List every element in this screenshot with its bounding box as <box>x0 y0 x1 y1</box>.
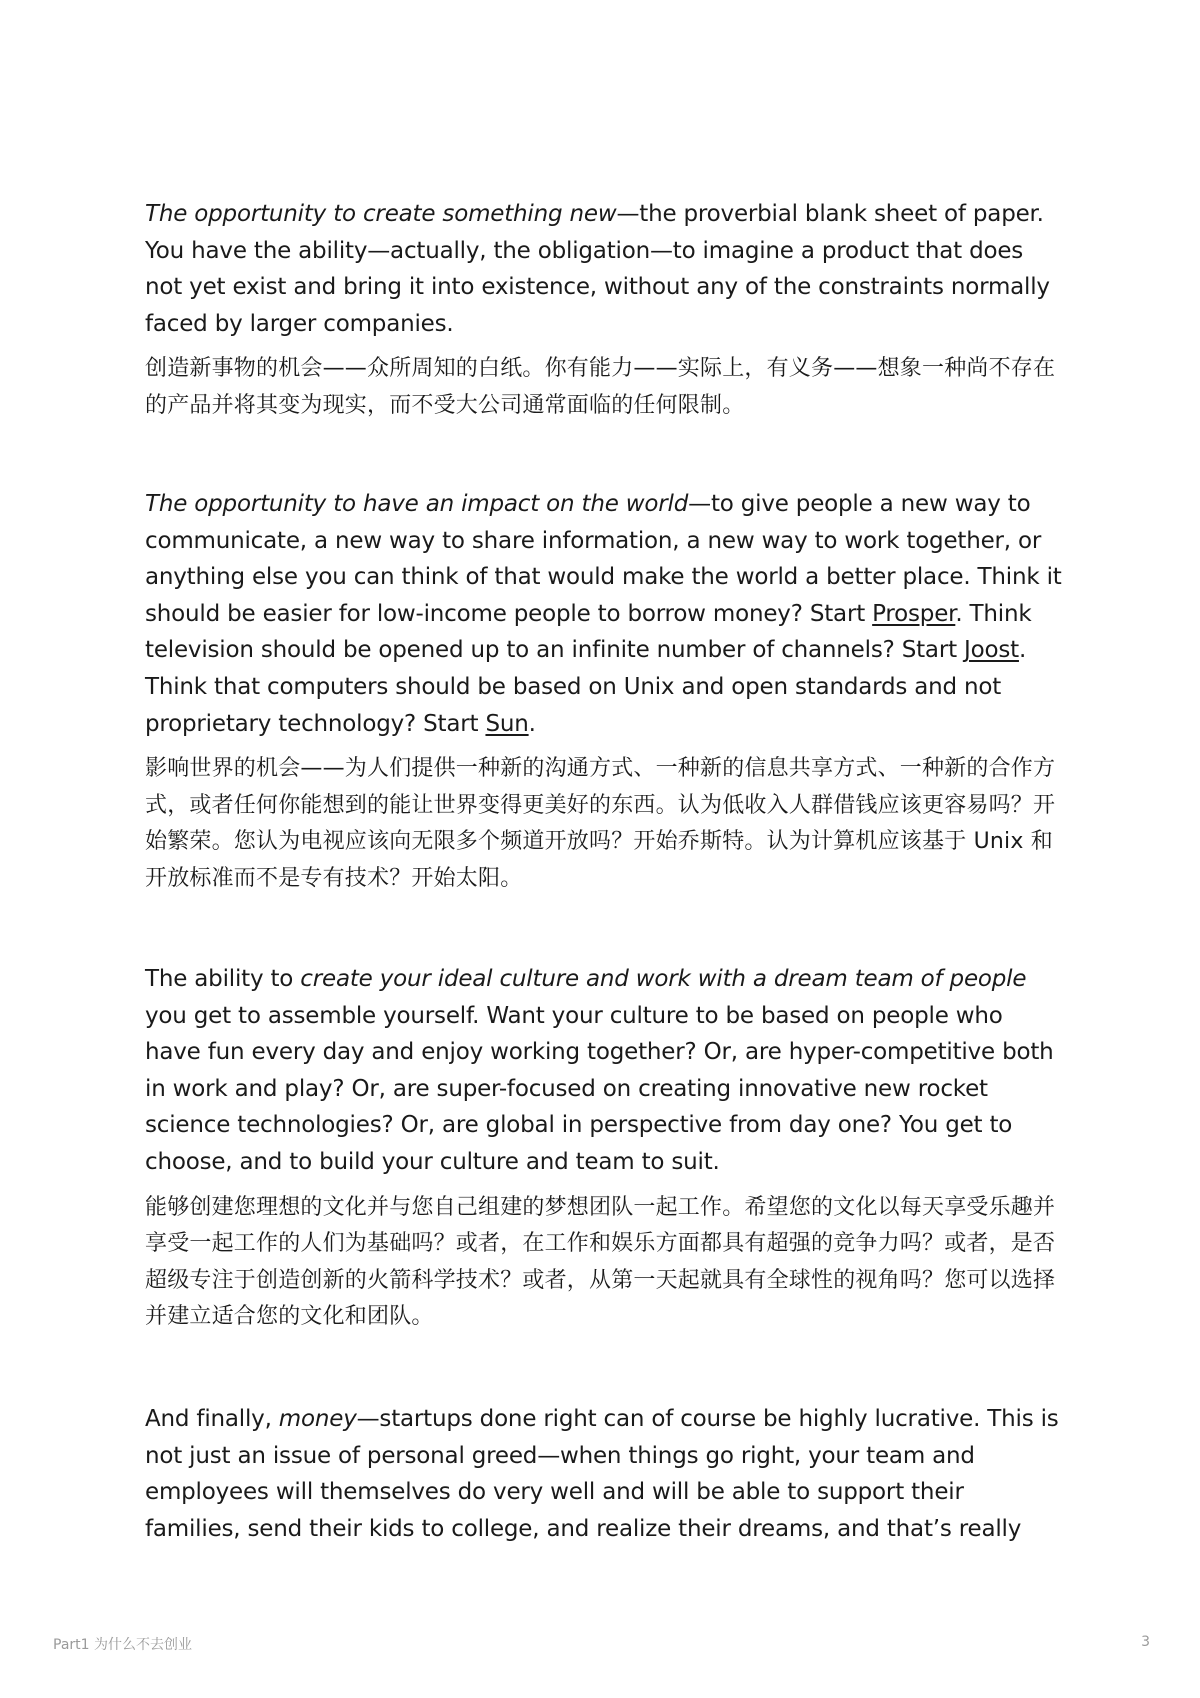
paragraph-zh: 影响世界的机会——为人们提供一种新的沟通方式、一种新的信息共享方式、一种新的合作方式，或者任何你能想到的能让世界变得更美好的东西。认为低收入人群借钱应该更容易吗？开始繁荣。您认为电视应该向无限多个频道开放吗？开始乔斯特。认为计算机应该基于 Unix 和开放标准而不是专有技术？开始太阳。 <box>145 756 1056 891</box>
text-run: —the proverbial blank sheet of paper. You have the ability—actually, the obligation—to imagine a product that does not yet exist and bring it into existence, without any of the constraints normally faced by larger companies. <box>145 201 1050 337</box>
text-run: And finally, <box>145 1406 279 1432</box>
paragraph-en <box>145 196 1065 342</box>
section-money <box>145 1401 1065 1547</box>
paragraph-zh: 能够创建您理想的文化并与您自己组建的梦想团队一起工作。希望您的文化以每天享受乐趣并享受一起工作的人们为基础吗？或者，在工作和娱乐方面都具有超强的竞争力吗？或者，是否超级专注于创造创新的火箭科学技术？或者，从第一天起就具有全球性的视角吗？您可以选择并建立适合您的文化和团队。 <box>145 1194 1056 1330</box>
paragraph-zh: 创造新事物的机会——众所周知的白纸。你有能力——实际上，有义务——想象一种尚不存在的产品并将其变为现实，而不受大公司通常面临的任何限制。 <box>145 356 1056 418</box>
link-prosper[interactable]: Prosper <box>872 600 956 627</box>
section-create-new <box>145 196 1065 425</box>
footer-page-number: 3 <box>1141 1634 1150 1650</box>
text-run: . Think television should be opened up to an infinite number of channels? Start <box>145 600 1032 664</box>
link-joost[interactable]: Joost <box>964 637 1019 664</box>
section-impact <box>145 486 1065 898</box>
link-sun[interactable]: Sun <box>485 710 529 737</box>
text-run: —startups done right can of course be highly lucrative. This is not just an issue of personal greed—when things go right, your team and employees will themselves do very well and will be able to support their families, send their kids to college, and realize their dreams, and that’s really <box>145 1406 1059 1542</box>
footer-chapter-title: Part1 为什么不去创业 <box>53 1637 192 1653</box>
emphasis: create your ideal culture and work with a dream team of people <box>300 966 1027 992</box>
section-culture <box>145 961 1065 1336</box>
emphasis: The opportunity to create something new <box>145 201 617 227</box>
text-run: The ability to <box>145 966 301 992</box>
text-run: . Think that computers should be based on Unix and open standards and not proprietary technology? Start <box>145 637 1027 737</box>
text-run: . <box>528 710 536 737</box>
paragraph-en <box>145 1401 1065 1547</box>
emphasis: The opportunity to have an impact on the world <box>145 491 689 517</box>
paragraph-en <box>145 486 1065 742</box>
emphasis: money <box>278 1406 357 1432</box>
paragraph-en <box>145 961 1065 1181</box>
text-run: you get to assemble yourself. Want your culture to be based on people who have fun every day and enjoy working together? Or, are hyper-competitive both in work and play? Or, are super-focused on creating innovative new rocket science technologies? Or, are global in perspective from day one? You get to choose, and to build your culture and team to suit. <box>145 1002 1054 1175</box>
text-run: —to give people a new way to communicate, a new way to share information, a new way to work together, or anything else you can think of that would make the world a better place. Think it should be easier for low-income people to borrow money? Start <box>145 491 1062 627</box>
